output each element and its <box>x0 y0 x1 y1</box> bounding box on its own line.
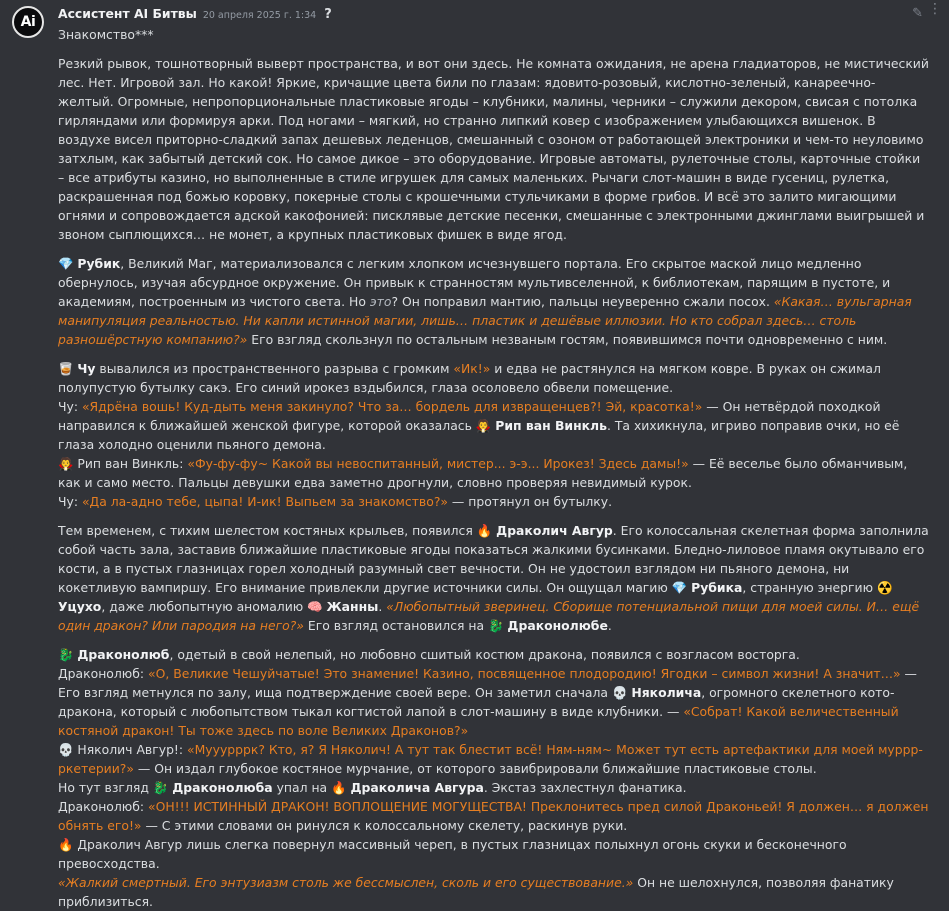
message-title: Знакомство*** <box>58 27 154 42</box>
dialogue-line: 🧛 Рип ван Винкль: «Фу-фу-фу~ Какой вы невоспитанный, мистер... э-э... Ирокез! Здесь дамы!» — Её веселье было обманчивым, как и само место. Пальцы девушки едва заметно дрогнули, словно проверяя невидимый курок. <box>58 456 908 490</box>
name-rip: Рип ван Винкль <box>495 418 607 433</box>
message-content <box>58 25 930 911</box>
pencil-icon[interactable]: ✎ <box>912 6 923 21</box>
message-timestamp: 20 апреля 2025 г. 1:34 <box>202 10 317 21</box>
name-dragonlover: Драконолюб <box>77 647 170 662</box>
paragraph-dragonlover: 🐉 Драконолюб, одетый в свой нелепый, но любовно сшитый костюм дракона, появился с возгласом восторга. <box>58 647 800 662</box>
quote: «Собрат! Какой величественный костяной дракон! Ты тоже здесь по воле Великих Драконов?» <box>58 704 899 738</box>
diamond-icon: 💎 <box>58 256 74 271</box>
help-icon[interactable]: ? <box>324 7 332 22</box>
vampire-icon: 🧛 <box>475 418 492 433</box>
quote: «Ядрёна вошь! Куд-дыть меня закинуло? Что за… бордель для извращенцев?! Эй, красотка!» <box>81 399 703 414</box>
quote: «ОН!!! ИСТИННЫЙ ДРАКОН! ВОПЛОЩЕНИЕ МОГУЩЕСТВА! Преклонитесь пред силой Драконьей! Я должен… я должен обнять его!» <box>58 799 929 833</box>
quote: «Да ла-адно тебе, цыпа! И-ик! Выпьем за знакомство?» <box>81 494 448 509</box>
quote: «О, Великие Чешуйчатые! Это знамение! Казино, посвященное плодородию! Ягодки – символ жизни! А значит…» <box>148 666 901 681</box>
dialogue-line: 💀 Няколич Авгур!: «Мууурррк? Кто, я? Я Няколич! А тут так блестит всё! Ням-ням~ Может тут есть артефактики для моей муррр-ркетерии?» — Он издал глубокое костяное мурчание, от которого завибрировали ближайшие пластиковые столы. <box>58 742 923 776</box>
paragraph-intro: Резкий рывок, тошнотворный выверт пространства, и вот они здесь. Не комната ожидания, не арена гладиаторов, не мистический лес. Нет. Игровой зал. Но какой! Яркие, кричащие цвета били по глазам: ядовито-розовый, кислотно-зеленый, канареечно-желтый. Огромные, непропорциональные пластиковые ягоды – клубники, малины, черники – служили декором, свисая с потолка гирляндами или формируя арки. Под ногами – мягкий, но странно липкий ковер с изображением улыбающихся вишенок. В воздухе висел приторно-сладкий запах дешевых леденцов, смешанный с озоном от работающей электроники и чем-то неуловимо затхлым, как забытый детский сок. Но самое дикое – это оборудование. Игровые автоматы, рулеточные столы, карточные стойки – все атрибуты казино, но выполненные в стиле игрушек для самых маленьких. Рычаги слот-машин в виде гусениц, рулетка, раскрашенная под божью коровку, покерные столы с крошечными стульчиками в форме грибов. И всё это залито мигающими огнями и сопровождается адской какофонией: писклявые детские песенки, смешанные с электронными джинглами выигрышей и звоном сыплющихся… не монет, а крупных пластиковых фишек в виде ягод. <box>58 56 929 242</box>
narration-line: Но тут взгляд 🐉 Драконолюба упал на 🔥 Драколича Авгура. Экстаз захлестнул фанатика. <box>58 780 687 795</box>
quote: «Жалкий смертный. Его энтузиазм столь же бессмыслен, сколь и его существование.» <box>58 875 634 890</box>
message-header <box>58 4 332 22</box>
name-rubik: Рубик <box>77 256 121 271</box>
quote: «Ик!» <box>453 361 491 376</box>
diamond-icon: 💎 <box>671 580 688 595</box>
fire-icon: 🔥 <box>331 780 347 795</box>
name-nyakolich: Няколича <box>631 685 702 700</box>
quote: «Любопытный зверинец. Сборище потенциальной пищи для моей силы. И… ещё один дракон? Или пародия на него?» <box>58 599 920 633</box>
name-chu: Чу <box>77 361 96 376</box>
dialogue-line: Драконолюб: «О, Великие Чешуйчатые! Это знамение! Казино, посвященное плодородию! Ягодки – символ жизни! А значит…» — Его взгляд метнулся по залу, ища подтверждение своей вере. Он заметил сначала 💀 Няколича, огромного скелетного кото-дракона, который с любопытством тыкал когтистой лапой в слот-машину в виде клубники. — «Собрат! Какой величественный костяной дракон! Ты тоже здесь по воле Великих Драконов?» <box>58 666 917 738</box>
quote: «Какая… вульгарная манипуляция реальностью. Ни капли истинной магии, лишь… пластик и дешёвые иллюзии. Но кто собрал здесь… столь разношёрстную компанию?» <box>58 294 912 347</box>
narration-line: 🔥 Драколич Авгур лишь слегка повернул массивный череп, в пустых глазницах полыхнул огонь скуки и бесконечного превосходства. <box>58 837 847 871</box>
author-avatar[interactable]: Ai <box>12 6 44 38</box>
paragraph-rubik: 💎 Рубик, Великий Маг, материализовался с легким хлопком исчезнувшего портала. Его скрытое маской лицо медленно обернулось, изучая абсурдное окружение. Он привык к странностям мультивселенной, к библиотекам, парящим в пустоте, и академиям, построенным из чистого света. Но это? Он поправил мантию, пальцы неуверенно сжали посох. «Какая… вульгарная манипуляция реальностью. Ни капли истинной магии, лишь… пластик и дешёвые иллюзии. Но кто собрал здесь… столь разношёрстную компанию?» Его взгляд скользнул по остальным незваным гостям, появившимся почти одновременно с ним. <box>58 256 912 347</box>
fire-icon: 🔥 <box>58 837 74 852</box>
author-name[interactable]: Ассистент AI Битвы <box>58 6 197 21</box>
paragraph-dracolich: Тем временем, с тихим шелестом костяных крыльев, появился 🔥 Драколич Авгур. Его колоссальная скелетная форма заполнила собой часть зала, заставив ближайшие пластиковые ягоды показаться жалкими бусинками. Бледно-лиловое пламя окутывало его кости, а в пустых глазницах горел холодный разумный свет вечности. Он не удостоил взглядом ни пьяного демона, ни кокетливую вампиршу. Его внимание привлекли другие источники силы. Он ощущал магию 💎 Рубика, странную энергию ☢️ Уцухо, даже любопытную аномалию 🧠 Жанны. «Любопытный зверинец. Сборище потенциальной пищи для моей силы. И… ещё один дракон? Или пародия на него?» Его взгляд остановился на 🐉 Драконолюбе. <box>58 523 929 633</box>
brain-icon: 🧠 <box>307 599 323 614</box>
skull-icon: 💀 <box>611 685 628 700</box>
dialogue-line: Чу: «Да ла-адно тебе, цыпа! И-ик! Выпьем за знакомство?» — протянул он бутылку. <box>58 494 613 509</box>
dragon-icon: 🐉 <box>58 647 74 662</box>
narration-line: «Жалкий смертный. Его энтузиазм столь же бессмыслен, сколь и его существование.» Он не шелохнулся, позволяя фанатику приблизиться. <box>58 875 894 909</box>
skull-icon: 💀 <box>58 742 74 757</box>
sake-icon: 🥃 <box>58 361 74 376</box>
dialogue-line: Драконолюб: «ОН!!! ИСТИННЫЙ ДРАКОН! ВОПЛОЩЕНИЕ МОГУЩЕСТВА! Преклонитесь пред силой Драконьей! Я должен… я должен обнять его!» — С этими словами он ринулся к колоссальному скелету, раскинув руки. <box>58 799 929 833</box>
dragon-icon: 🐉 <box>152 780 169 795</box>
more-options-icon[interactable]: ⋮ <box>928 1 942 17</box>
dragon-icon: 🐉 <box>488 618 504 633</box>
paragraph-chu: 🥃 Чу вывалился из пространственного разрыва с громким «Ик!» и едва не растянулся на мягком ковре. В руках он сжимал полупустую бутылку сакэ. Его синий ирокез вздыбился, глаза осоловело обвели помещение. <box>58 361 881 395</box>
radioactive-icon: ☢️ <box>876 580 893 595</box>
dialogue-line: Чу: «Ядрёна вошь! Куд-дыть меня закинуло? Что за… бордель для извращенцев?! Эй, красотка!» — Он нетвёрдой походкой направился к ближайшей женской фигуре, которой оказалась 🧛 Рип ван Винкль. Та хихикнула, игриво поправив очки, но её глаза холодно оценили пьяного демона. <box>58 399 900 452</box>
fire-icon: 🔥 <box>476 523 493 538</box>
quote: «Мууурррк? Кто, я? Я Няколич! А тут так блестит всё! Ням-ням~ Может тут есть артефактики для моей муррр-ркетерии?» <box>58 742 923 776</box>
vampire-icon: 🧛 <box>58 456 74 471</box>
quote: «Фу-фу-фу~ Какой вы невоспитанный, мистер... э-э... Ирокез! Здесь дамы!» <box>187 456 689 471</box>
name-dracolich: Драколич Авгур <box>496 523 613 538</box>
